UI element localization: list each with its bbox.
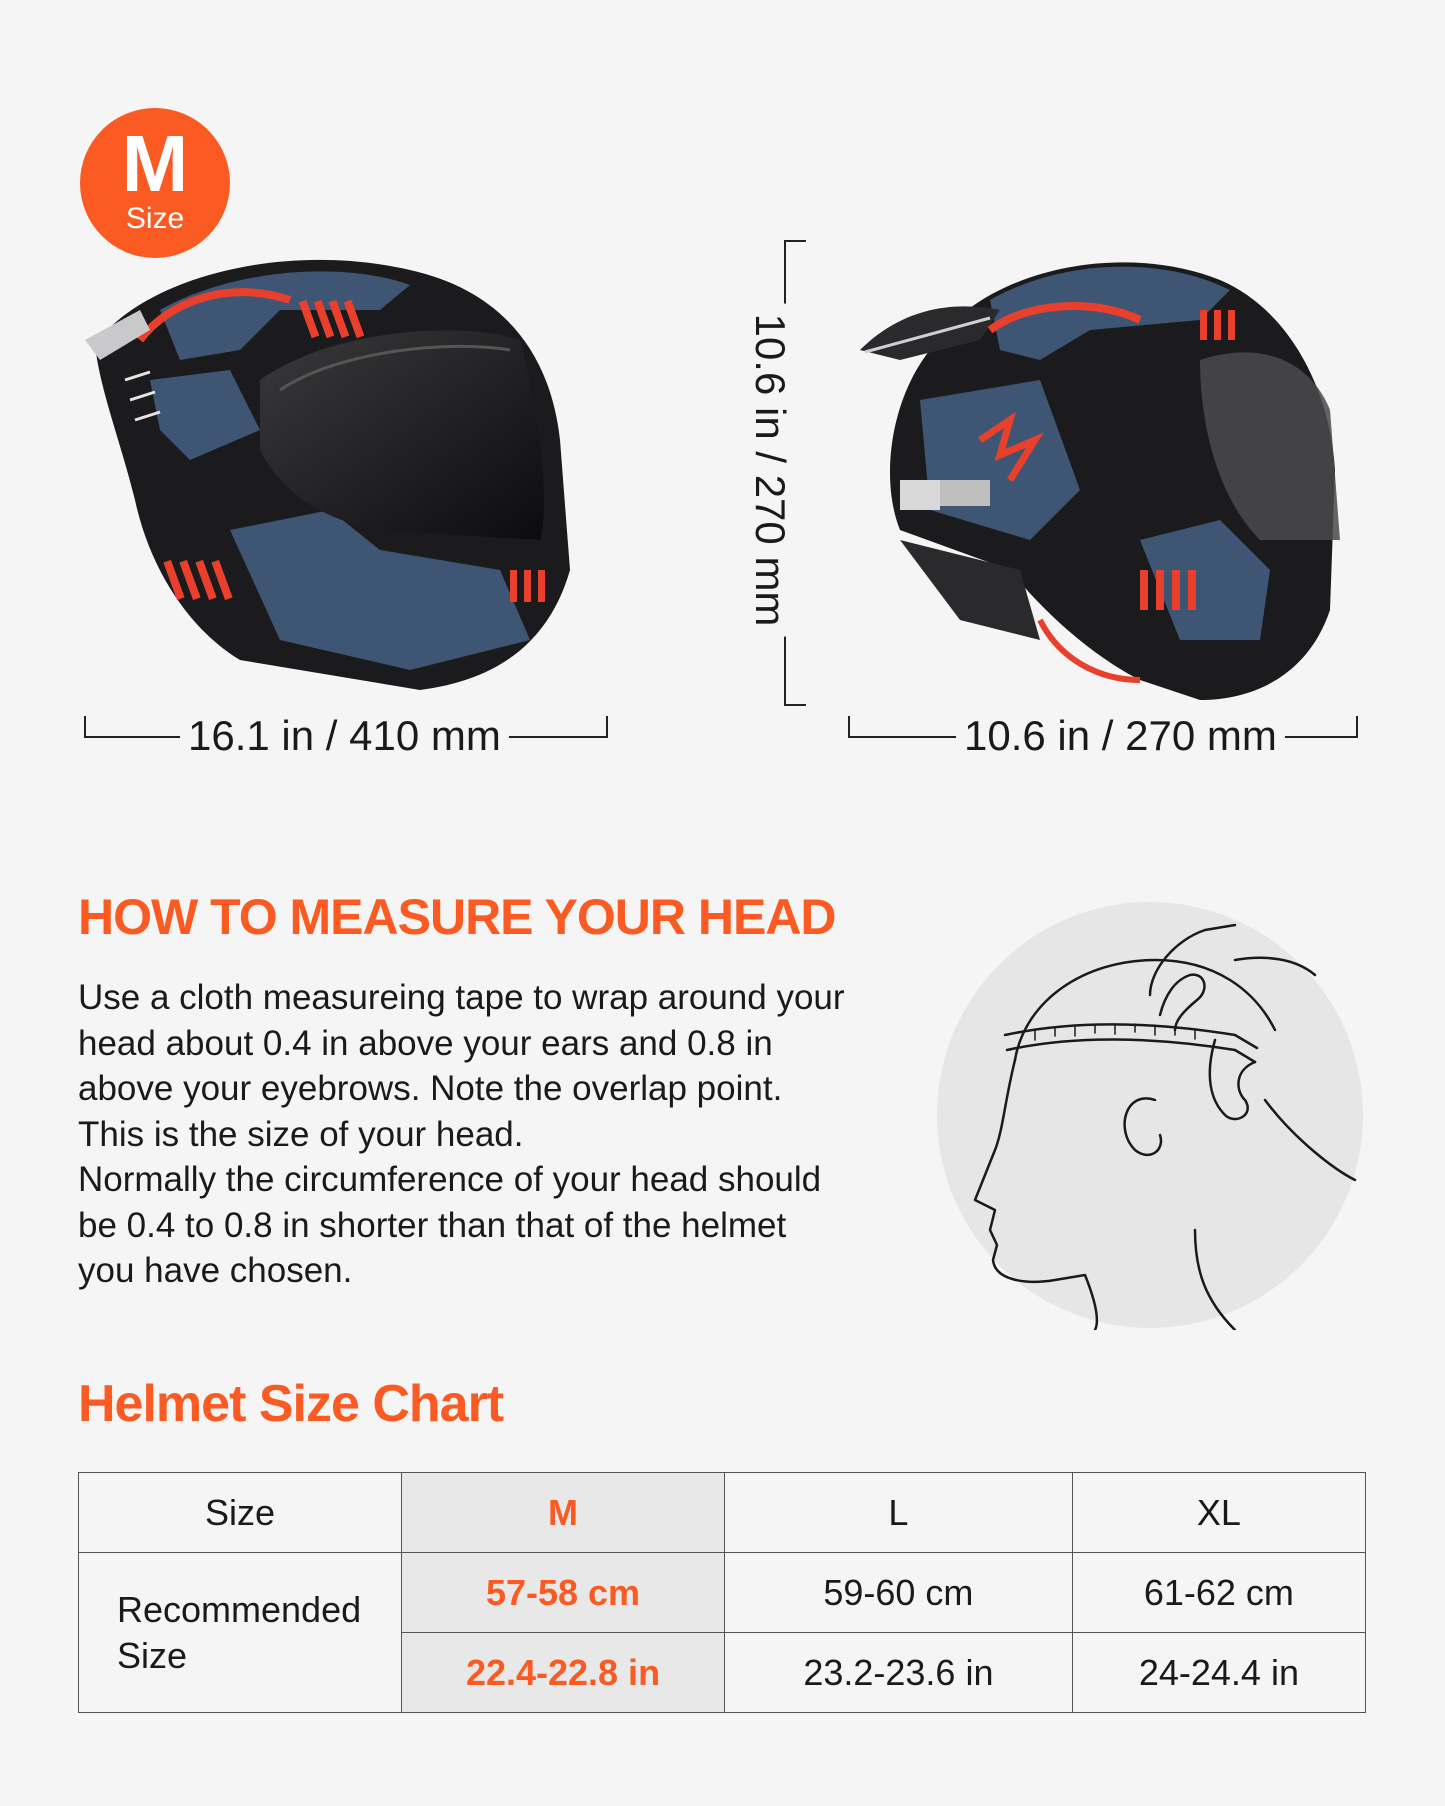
side-width-label: 16.1 in / 410 mm — [180, 712, 509, 760]
header-cell-l: L — [725, 1473, 1073, 1553]
measure-line: This is the size of your head. — [78, 1114, 524, 1154]
measure-line: Use a cloth measureing tape to wrap around your — [78, 978, 845, 1017]
measure-line: be 0.4 to 0.8 in shorter than that of the helmet — [78, 1205, 787, 1245]
measure-line: you have chosen. — [78, 1251, 353, 1290]
table-header-row — [79, 1473, 1366, 1553]
front-width-label: 10.6 in / 270 mm — [956, 712, 1285, 760]
head-measuring-illustration — [935, 900, 1365, 1330]
height-label: 10.6 in / 270 mm — [746, 304, 794, 637]
front-width-line-right-tick — [1356, 716, 1358, 738]
table-row-cm — [79, 1553, 1366, 1633]
cell-m-cm: 57-58 cm — [402, 1553, 725, 1633]
header-cell-size: Size — [79, 1473, 402, 1553]
front-width-line-left-tick — [848, 716, 850, 738]
size-chart-table — [78, 1472, 1366, 1713]
size-badge — [80, 108, 230, 258]
header-cell-xl: XL — [1072, 1473, 1365, 1553]
side-width-line-left-tick — [84, 716, 86, 738]
measure-line: above your eyebrows. Note the overlap point. — [78, 1069, 783, 1108]
row-label-line: Recommended — [117, 1588, 362, 1630]
height-line-top-tick — [784, 240, 806, 242]
helmet-side-view-image — [80, 240, 620, 710]
measure-title: HOW TO MEASURE YOUR HEAD — [78, 889, 836, 945]
size-badge-letter: M — [121, 119, 189, 208]
size-chart-title: Helmet Size Chart — [78, 1375, 504, 1433]
cell-l-cm: 59-60 cm — [725, 1553, 1073, 1633]
size-badge-label: Size — [125, 202, 185, 235]
header-cell-m: M — [402, 1473, 725, 1553]
row-label-line: Size — [117, 1634, 188, 1676]
side-width-line-right-tick — [606, 716, 608, 738]
measure-line: Normally the circumference of your head should — [78, 1160, 822, 1199]
cell-l-in: 23.2-23.6 in — [725, 1633, 1073, 1713]
row-label-recommended-size — [79, 1553, 402, 1713]
cell-xl-cm: 61-62 cm — [1072, 1553, 1365, 1633]
cell-xl-in: 24-24.4 in — [1072, 1633, 1365, 1713]
height-line-bottom-tick — [784, 704, 806, 706]
cell-m-in: 22.4-22.8 in — [402, 1633, 725, 1713]
measure-instructions — [78, 975, 908, 1294]
measure-line: head about 0.4 in above your ears and 0.8 in — [78, 1023, 773, 1063]
helmet-front-view-image — [840, 240, 1360, 710]
